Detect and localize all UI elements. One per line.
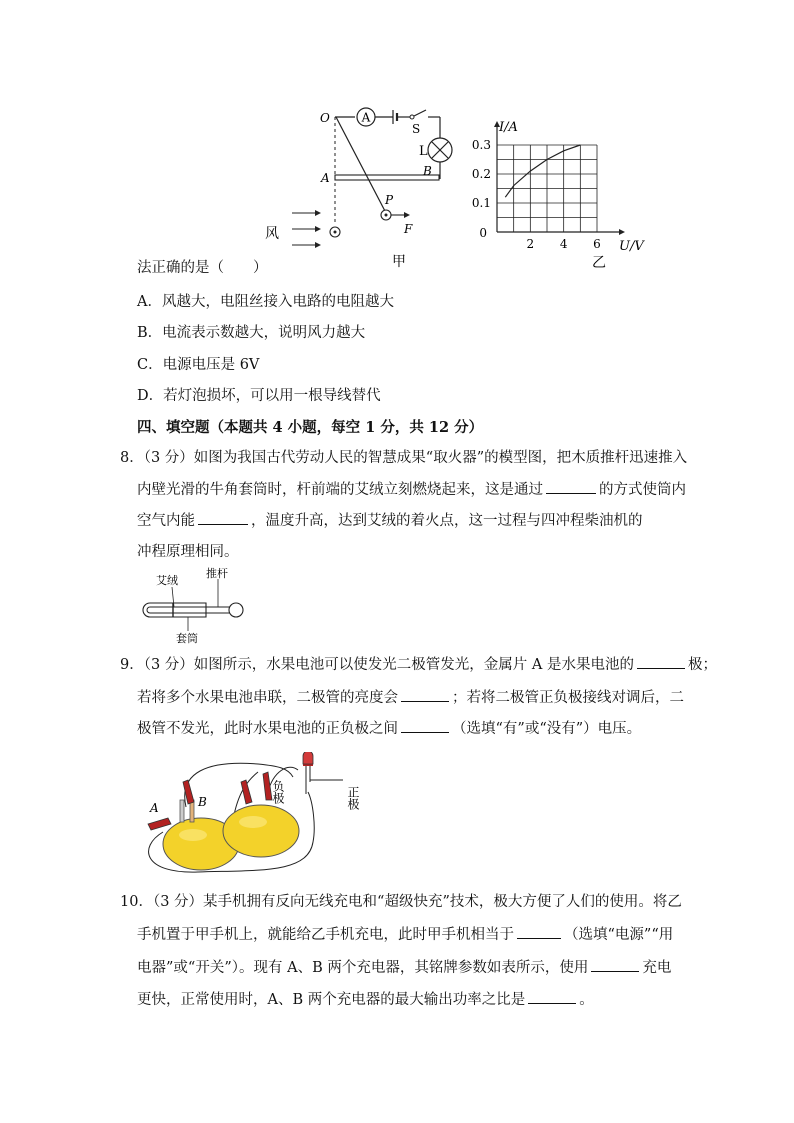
fire-piston-figure <box>138 565 258 645</box>
q8-line-3: 空气内能 ，温度升高，达到艾绒的着火点，这一过程与四冲程柴油机的 <box>137 509 643 530</box>
q9-blank-3 <box>401 718 449 733</box>
q8-blank-2 <box>198 510 248 525</box>
section-4-title: 四、填空题（本题共 4 小题，每空 1 分，共 12 分） <box>137 419 484 436</box>
q10-line-4: 更快，正常使用时，A、B 两个充电器的最大输出功率之比是 。 <box>137 988 594 1009</box>
led-icon <box>303 752 313 764</box>
q10-line-2: 手机置于甲手机上，就能给乙手机充电，此时甲手机相当于 （选填“电源”“用 <box>137 923 673 944</box>
q7-stem-tail: 法正确的是（ ） <box>137 260 268 276</box>
label-fig-B: B <box>198 795 207 809</box>
label-positive: 正极 <box>346 786 360 810</box>
x-tick-label: 6 <box>593 237 601 251</box>
q7-option-b: B．电流表示数越大，说明风力越大 <box>137 325 366 341</box>
q10-line-3: 电器”或“开关”）。现有 A、B 两个充电器，其铭牌参数如表所示，使用 充电 <box>137 956 671 977</box>
x-axis-arrow-icon <box>619 229 625 235</box>
label-fig-A: A <box>150 801 159 815</box>
y-tick-label: 0.1 <box>471 196 491 210</box>
switch-icon <box>414 110 426 116</box>
label-L: L <box>419 144 428 159</box>
wind-arrows-icon <box>292 210 321 248</box>
q8-line-2: 内壁光滑的牛角套筒时，杆前端的艾绒立刻燃烧起来，这是通过 的方式使筒内 <box>137 478 686 499</box>
fruit-battery-figure <box>138 752 378 877</box>
label-wind: 风 <box>265 226 279 242</box>
q7-option-a: A．风越大，电阻丝接入电路的电阻越大 <box>137 294 394 310</box>
label-O: O <box>320 111 330 125</box>
q10-line-1: 10．（3 分）某手机拥有反向无线充电和“超级快充”技术，极大方便了人们的使用。将乙 <box>120 894 682 910</box>
q9-blank-2 <box>401 687 449 702</box>
label-negative: 负极 <box>271 780 285 804</box>
q10-blank-3 <box>528 989 576 1004</box>
figure-yi-iu-chart <box>462 110 652 272</box>
x-tick-label: 4 <box>559 237 568 251</box>
label-airong: 艾绒 <box>156 574 178 587</box>
y-tick-label: 0.2 <box>471 167 491 181</box>
y-tick-label: 0.3 <box>471 138 491 152</box>
q7-option-c: C．电源电压是 6V <box>137 357 260 373</box>
q9-line-2: 若将多个水果电池串联，二极管的亮度会 ；若将二极管正负极接线对调后，二 <box>137 686 684 707</box>
q9-line-3: 极管不发光，此时水果电池的正负极之间 （选填“有”或“没有”）电压。 <box>137 717 641 738</box>
q8-line-4: 冲程原理相同。 <box>137 544 239 560</box>
x-axis-label: U/V <box>619 239 644 254</box>
lemon-right-icon <box>223 805 299 857</box>
label-B: B <box>423 164 432 178</box>
q9-blank-1 <box>637 654 685 669</box>
q10-blank-2 <box>591 957 639 972</box>
figure-jia-circuit <box>260 105 470 270</box>
q8-blank-1 <box>546 479 596 494</box>
origin-label: 0 <box>479 226 487 240</box>
label-S: S <box>412 122 421 136</box>
ammeter-label: A <box>361 110 371 125</box>
label-tuigan: 推杆 <box>206 567 228 580</box>
caption-jia: 甲 <box>392 254 406 270</box>
q7-option-d: D．若灯泡损坏，可以用一根导线替代 <box>137 388 381 404</box>
label-F: F <box>404 222 413 236</box>
q9-line-1: 9．（3 分）如图所示，水果电池可以使发光二极管发光，金属片 A 是水果电池的 极； <box>120 653 717 674</box>
q10-blank-1 <box>517 924 561 939</box>
label-taotong: 套筒 <box>176 632 198 645</box>
q8-line-1: 8．（3 分）如图为我国古代劳动人民的智慧成果“取火器”的模型图，把木质推杆迅速推入 <box>120 450 688 466</box>
label-A: A <box>321 171 330 185</box>
x-tick-label: 2 <box>526 237 535 251</box>
caption-yi: 乙 <box>592 255 606 271</box>
label-P: P <box>385 193 394 207</box>
iu-curve-line <box>505 145 580 197</box>
y-axis-label: I/A <box>499 120 518 135</box>
